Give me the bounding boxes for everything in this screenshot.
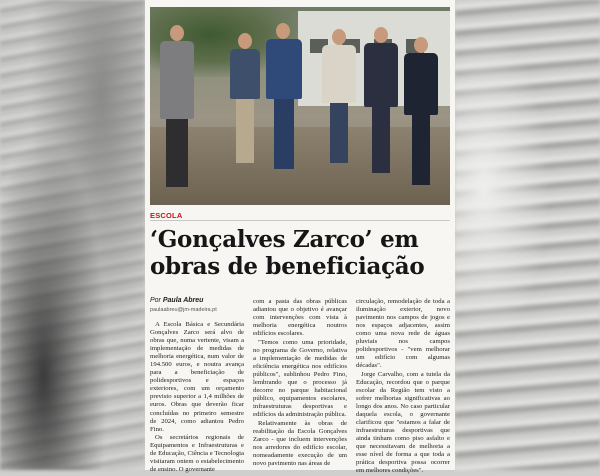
article-photo [150, 7, 450, 205]
paragraph: Os secretários regionais de Equipamentos e Infraestruturas e de Educação, Ciência e Tecnologia visitaram ontem o estabelecimento de ensino. O governante [150, 434, 244, 474]
article-headline: ‘Gonçalves Zarco’ em obras de beneficiação [150, 226, 425, 280]
paragraph: "Temos como uma prioridade, no programa de Governo, relativa a implementação de medidas de eficiência energética nos edifícios públicos", sublinhou Pedro Fino, lembrando que o processo já decorre no parque habitacional público, equipamentos escolares, infraestruturas desportivas e edifícios da administração pública. [253, 338, 347, 419]
byline [150, 297, 203, 304]
paragraph: A Escola Básica e Secundária Gonçalves Zarco será alvo de obras que, numa vertente, visam a implementação de medidas de melhoria energética, num valor de 194.500 euros, e noutra avança para a beneficiação de polidesportivos e espaços exteriores, com um orçamento previsto superior a 1,4 milhões de euros. Obras que deverão ficar concluídas no primeiro semestre de 2024, como adiantou Pedro Fino. [150, 321, 244, 433]
paragraph: com a pasta das obras públicas adiantou que o objetivo é avançar com intervenções com vista à melhoria energética noutros edifícios escolares. [253, 298, 347, 338]
newspaper-clipping [145, 0, 455, 475]
background-right-blur [455, 0, 600, 470]
paragraph: circulação, remodelação de toda a iluminação exterior, novo pavimento nos campos de jogos e nos espaços adjacentes, assim como uma nova rede de águas pluviais nos campos polidesportivos - "vem melhorar um edifício com algumas décadas". [356, 298, 450, 370]
paragraph: Relativamente às obras de reabilitação da Escola Gonçalves Zarco - que incluem intervenções nos arredores do edifício escolar, nomeadamente execução de um novo pavimento nas áreas de [253, 419, 347, 467]
paragraph: Jorge Carvalho, com a tutela da Educação, recordou que o parque escolar da Região tem visto a sofrer melhorias significativas ao longo dos anos. No caso particular daquela escola, o governante clarificou que "estamos a falar de infraestruturas desportivas que ainda tinham como piso asfalto e que necessitavam de melhoria a esse nível de forma a que toda a prática desportiva possa ocorrer em melhores condições". [356, 370, 450, 475]
section-divider [150, 220, 450, 221]
byline-prefix: Por [150, 297, 161, 304]
background-left-blur [0, 0, 145, 470]
author-email: paulaabreu@jm-madeira.pt [150, 307, 217, 313]
article-column-1 [150, 321, 244, 474]
article-column-2 [253, 298, 347, 468]
section-label: ESCOLA [150, 211, 183, 220]
photo-ground [150, 127, 450, 205]
author-name: Paula Abreu [162, 297, 204, 304]
article-column-3 [356, 298, 450, 476]
